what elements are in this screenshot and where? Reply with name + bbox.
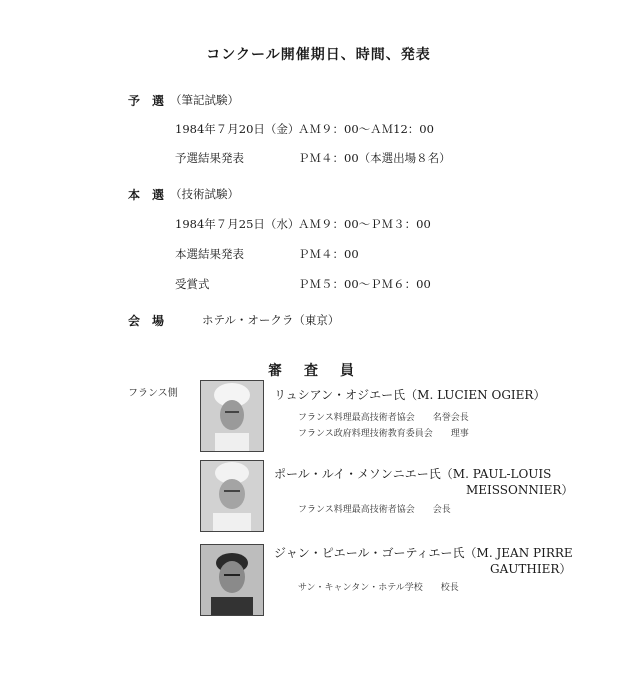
venue-value: ホテル・オークラ（東京）	[202, 313, 340, 327]
jury-photo-gauthier	[200, 544, 264, 616]
final-result-time: ＰＭ４：00	[298, 247, 359, 261]
final-time: ＡＭ９：00〜ＰＭ３：00	[298, 217, 431, 231]
jury-name-gauthier: ジャン・ピエール・ゴーティエー氏（M. JEAN PIRRE	[274, 546, 573, 560]
preliminary-time: ＡＭ９：00〜ＡＭ12：00	[298, 122, 434, 136]
final-date: 1984年７月25日（水）	[175, 217, 300, 231]
page-title: コンクール開催期日、時間、発表	[206, 47, 431, 63]
jury-photo-meissonnier	[200, 460, 264, 532]
jury-name-ogier: リュシアン・オジエー氏（M. LUCIEN OGIER）	[274, 388, 546, 402]
jury-name-gauthier-cont: GAUTHIER）	[490, 562, 572, 576]
jury-side-label: フランス側	[128, 388, 178, 399]
award-ceremony-time: ＰＭ５：00〜ＰＭ６：00	[298, 277, 431, 291]
jury-role-meissonnier-1: フランス料理最高技術者協会 会長	[298, 505, 451, 515]
award-ceremony-label: 受賞式	[175, 277, 210, 291]
preliminary-heading: 予 選	[128, 94, 165, 108]
preliminary-date: 1984年７月20日（金）	[175, 122, 300, 136]
final-label: （技術試験）	[170, 187, 239, 201]
preliminary-result-time: ＰＭ４：00（本選出場８名）	[298, 151, 451, 165]
final-heading: 本 選	[128, 188, 165, 202]
jury-name-meissonnier: ポール・ルイ・メソンニエー氏（M. PAUL-LOUIS	[274, 467, 552, 481]
preliminary-result-label: 予選結果発表	[175, 151, 244, 165]
jury-role-ogier-2: フランス政府料理技術教育委員会 理事	[298, 429, 469, 439]
jury-name-meissonnier-cont: MEISSONNIER）	[466, 483, 574, 497]
jury-photo-ogier	[200, 380, 264, 452]
venue-heading: 会 場	[128, 314, 165, 328]
preliminary-label: （筆記試験）	[170, 93, 239, 107]
jury-heading: 審 査 員	[268, 363, 358, 379]
jury-role-gauthier-1: サン・キャンタン・ホテル学校 校長	[298, 583, 459, 593]
jury-role-ogier-1: フランス料理最高技術者協会 名誉会長	[298, 413, 469, 423]
final-result-label: 本選結果発表	[175, 247, 244, 261]
